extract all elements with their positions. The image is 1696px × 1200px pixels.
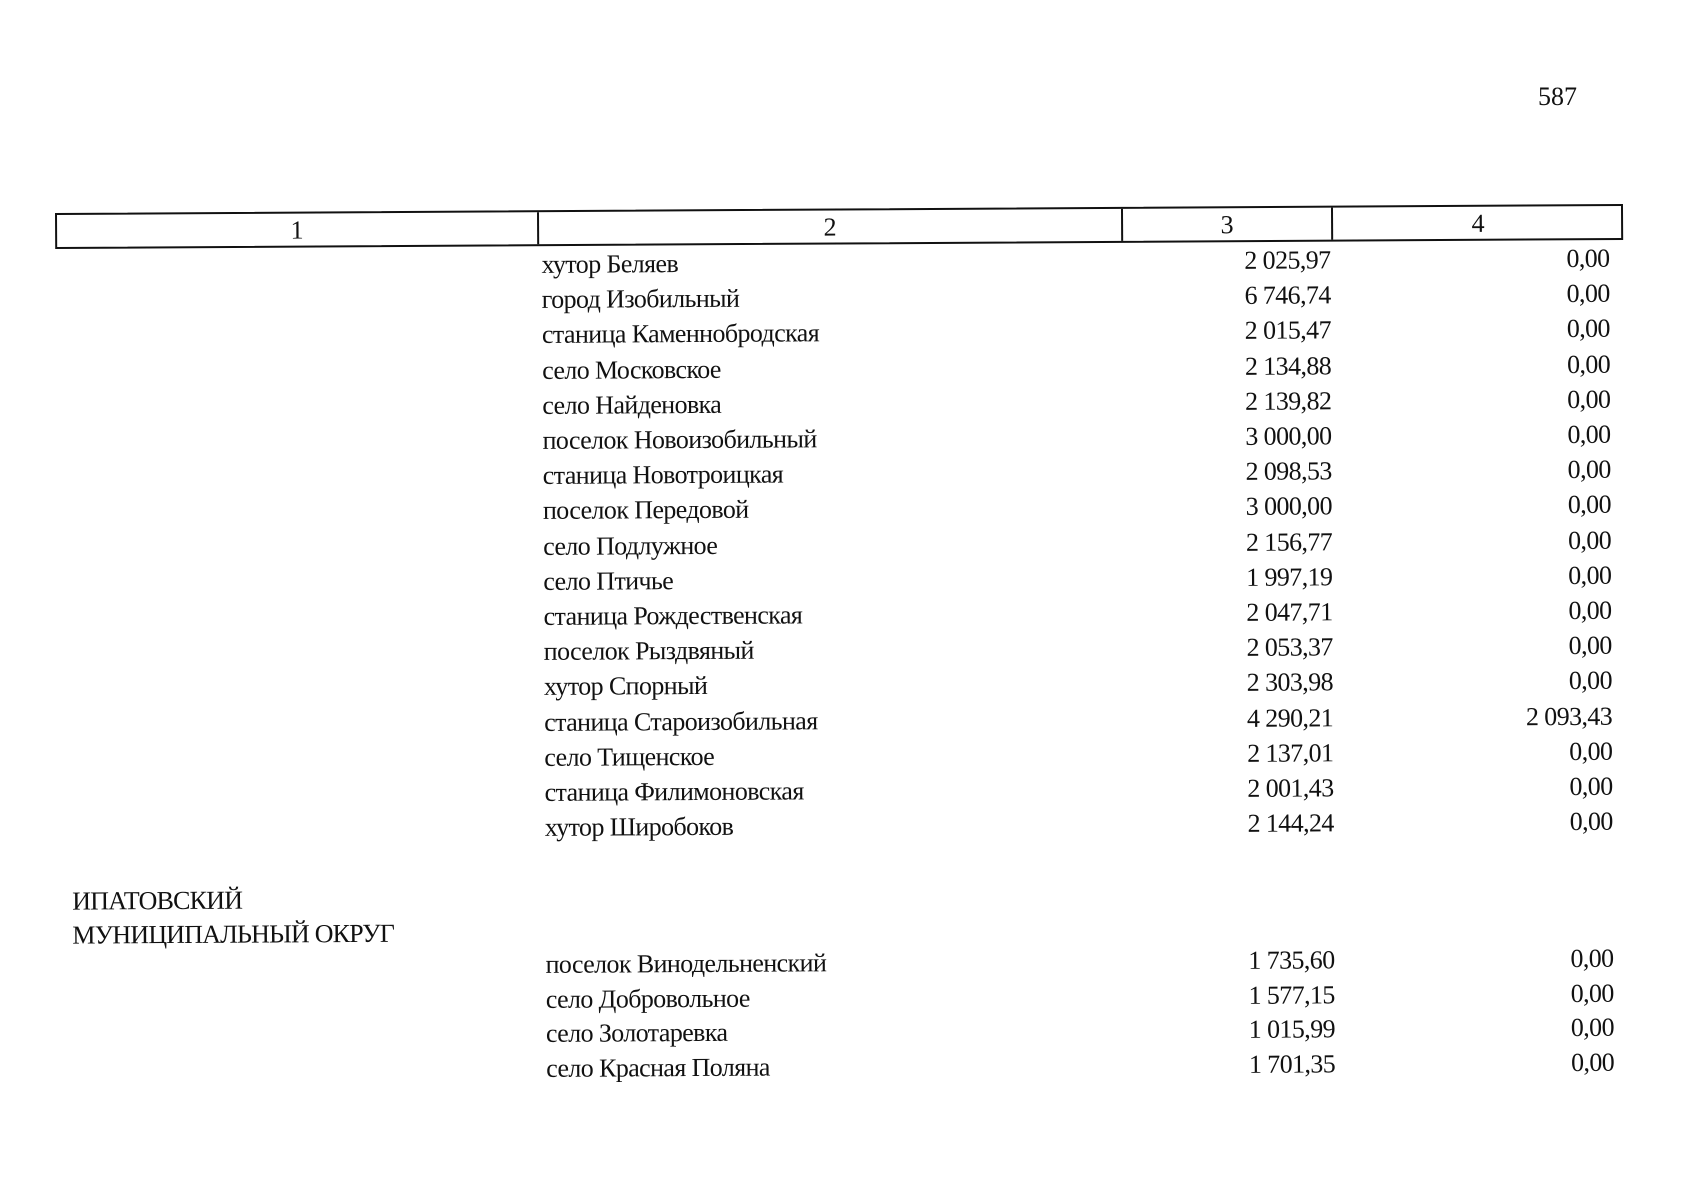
value-col-3: 2 053,37 xyxy=(1246,632,1333,663)
settlement-name: село Птичье xyxy=(543,565,674,596)
settlement-name: поселок Винодельненский xyxy=(545,948,827,979)
value-col-4: 0,00 xyxy=(1566,278,1610,309)
value-col-3: 1 015,99 xyxy=(1248,1014,1336,1045)
value-col-3: 2 156,77 xyxy=(1245,526,1333,557)
value-col-3: 2 137,01 xyxy=(1247,738,1334,768)
settlement-name: село Добровольное xyxy=(545,983,750,1014)
settlement-name: село Найденовка xyxy=(542,389,722,420)
value-col-4: 0,00 xyxy=(1567,490,1612,520)
value-col-4: 0,00 xyxy=(1566,349,1611,379)
settlement-name: поселок Рыздвяный xyxy=(543,635,754,667)
value-col-3: 2 134,88 xyxy=(1244,350,1332,381)
value-col-4: 0,00 xyxy=(1568,630,1612,661)
value-col-4: 0,00 xyxy=(1570,943,1614,973)
value-col-4: 0,00 xyxy=(1568,560,1612,590)
value-col-4: 2 093,43 xyxy=(1525,701,1613,731)
header-col-4: 4 xyxy=(1331,206,1623,240)
header-col-1: 1 xyxy=(290,215,304,245)
value-col-3: 2 144,24 xyxy=(1247,808,1334,839)
page-number: 587 xyxy=(1538,82,1577,111)
value-col-4: 0,00 xyxy=(1567,454,1611,485)
value-col-3: 1 577,15 xyxy=(1248,979,1335,1010)
settlement-name: станица Рождественская xyxy=(543,600,803,631)
value-col-4: 0,00 xyxy=(1568,666,1613,696)
district-heading-line-2: МУНИЦИПАЛЬНЫЙ ОКРУГ xyxy=(72,918,395,950)
value-col-3: 6 746,74 xyxy=(1244,280,1331,311)
settlement-name: село Тищенское xyxy=(544,741,715,772)
settlement-name: хутор Широбоков xyxy=(544,811,734,843)
value-col-3: 1 735,60 xyxy=(1248,945,1335,975)
value-col-4: 0,00 xyxy=(1570,978,1614,1008)
value-col-3: 4 290,21 xyxy=(1246,702,1334,733)
value-col-3: 2 047,71 xyxy=(1246,597,1333,627)
value-col-3: 1 997,19 xyxy=(1246,562,1333,592)
settlement-name: село Золотаревка xyxy=(545,1018,728,1049)
value-col-3: 2 139,82 xyxy=(1245,386,1332,416)
settlement-name: станица Каменнобродская xyxy=(541,318,820,350)
settlement-name: село Московское xyxy=(542,354,721,385)
value-col-3: 2 025,97 xyxy=(1244,245,1331,275)
settlement-name: село Подлужное xyxy=(543,530,718,561)
value-col-4: 0,00 xyxy=(1566,314,1611,344)
value-col-4: 0,00 xyxy=(1569,771,1613,801)
settlement-name: село Красная Поляна xyxy=(546,1052,770,1083)
settlement-name: станица Староизобильная xyxy=(544,705,818,737)
district-heading-line-1: ИПАТОВСКИЙ xyxy=(72,885,243,916)
header-col-2: 2 xyxy=(537,209,1121,244)
settlement-name: станица Новотроицкая xyxy=(542,459,784,491)
value-col-3: 2 098,53 xyxy=(1245,456,1332,487)
value-col-3: 3 000,00 xyxy=(1245,491,1333,522)
value-col-4: 0,00 xyxy=(1569,736,1613,766)
value-col-3: 2 015,47 xyxy=(1244,315,1332,346)
value-col-3: 2 303,98 xyxy=(1246,667,1334,698)
value-col-4: 0,00 xyxy=(1567,384,1611,414)
settlement-name: хутор Беляев xyxy=(541,249,679,279)
value-col-3: 3 000,00 xyxy=(1245,421,1332,451)
settlement-name: станица Филимоновская xyxy=(544,776,804,807)
value-col-4: 0,00 xyxy=(1570,1047,1615,1077)
value-col-3: 2 001,43 xyxy=(1247,773,1334,803)
value-col-4: 0,00 xyxy=(1570,1012,1615,1043)
value-col-4: 0,00 xyxy=(1567,419,1611,449)
value-col-4: 0,00 xyxy=(1567,525,1612,555)
settlement-name: поселок Новоизобильный xyxy=(542,424,817,455)
settlement-name: поселок Передовой xyxy=(542,495,749,526)
value-col-4: 0,00 xyxy=(1568,595,1612,625)
settlement-name: хутор Спорный xyxy=(543,671,708,702)
district-heading xyxy=(72,883,394,953)
header-col-3: 3 xyxy=(1121,208,1331,241)
value-col-4: 0,00 xyxy=(1569,806,1613,837)
value-col-3: 1 701,35 xyxy=(1248,1049,1336,1079)
value-col-4: 0,00 xyxy=(1566,243,1610,273)
settlement-name: город Изобильный xyxy=(541,283,740,315)
